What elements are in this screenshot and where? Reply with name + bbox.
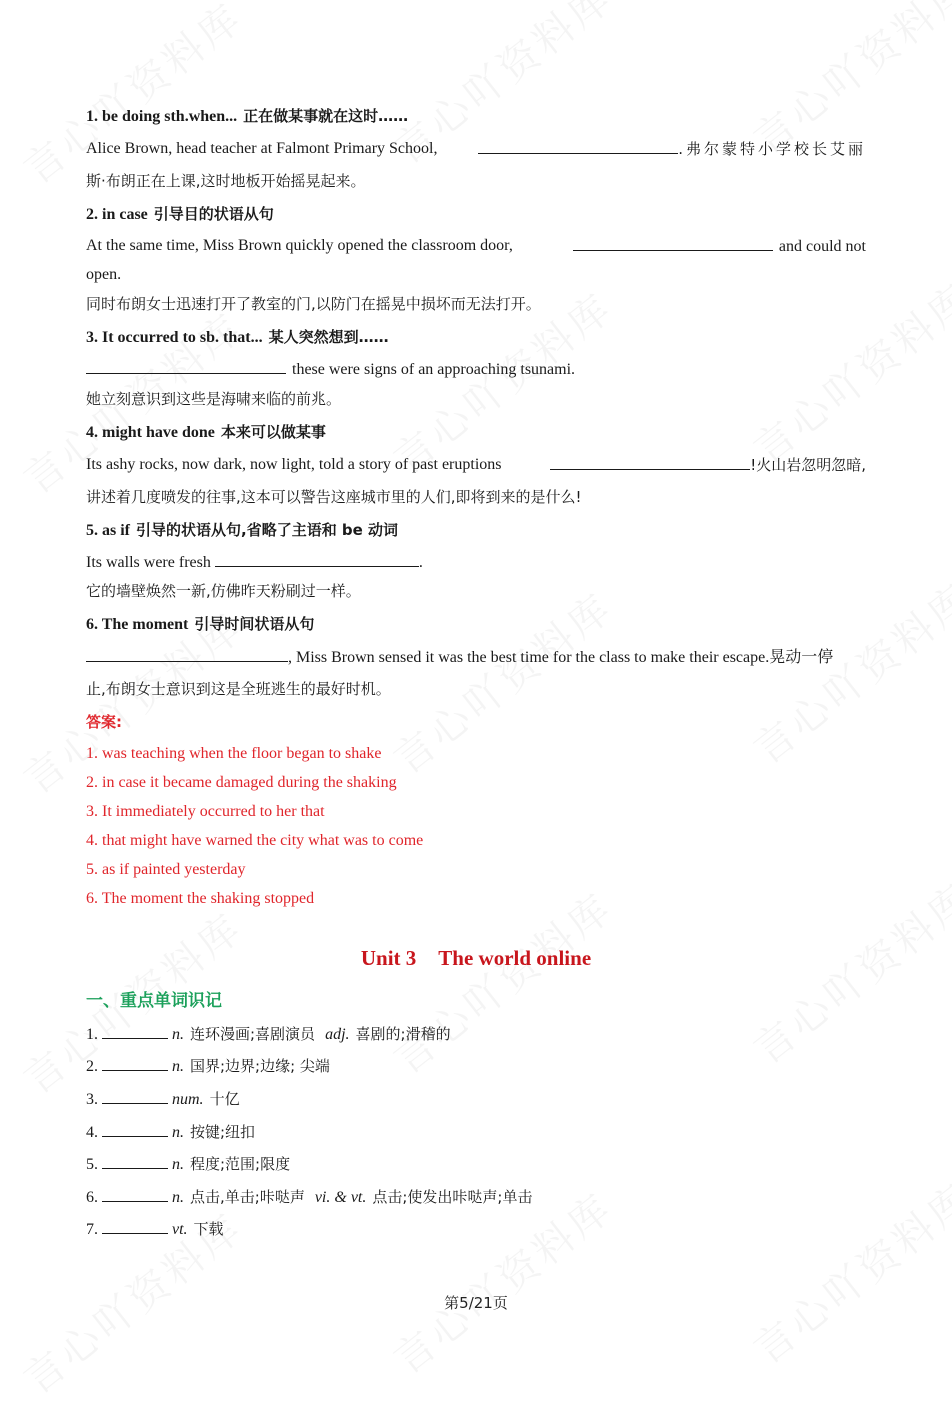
vocab-item bbox=[86, 1024, 451, 1045]
vocab-blank[interactable] bbox=[102, 1187, 168, 1202]
heading-en: 2. in case bbox=[86, 206, 148, 223]
answer-blank[interactable] bbox=[215, 552, 419, 567]
heading-en: 6. The moment bbox=[86, 616, 189, 633]
part-of-speech: vi. & vt. bbox=[314, 1189, 367, 1206]
part-of-speech: n. bbox=[172, 1124, 184, 1141]
item-3-translation: 她立刻意识到这些是海啸来临的前兆。 bbox=[86, 390, 342, 408]
vocab-number: 2. bbox=[86, 1058, 98, 1075]
heading-cn: 本来可以做某事 bbox=[220, 423, 326, 441]
sentence-text: Its walls were fresh bbox=[86, 554, 211, 571]
sentence-text: these were signs of an approaching tsunami. bbox=[292, 361, 576, 378]
sentence-text: . bbox=[418, 554, 423, 571]
watermark bbox=[740, 867, 952, 1074]
item-1-heading bbox=[86, 106, 408, 127]
heading-en: 5. as if bbox=[86, 522, 130, 539]
watermark bbox=[740, 1167, 952, 1374]
item-6-heading bbox=[86, 614, 314, 635]
vocab-blank[interactable] bbox=[102, 1024, 168, 1039]
item-4-heading bbox=[86, 422, 326, 443]
answers-title: 答案: bbox=[86, 713, 122, 731]
watermark bbox=[740, 567, 952, 774]
unit-number: Unit 3 bbox=[360, 946, 417, 970]
vocab-item bbox=[86, 1187, 532, 1208]
answer-item: 1. was teaching when the floor began to shake bbox=[86, 745, 382, 762]
heading-en: 1. be doing sth.when... bbox=[86, 108, 238, 125]
heading-cn: 正在做某事就在这时…… bbox=[243, 107, 409, 125]
watermark bbox=[740, 267, 952, 474]
sentence-text: !火山岩忽明忽暗, bbox=[750, 456, 866, 474]
page-number: 第5/21页 bbox=[444, 1294, 508, 1312]
answer-blank[interactable] bbox=[550, 455, 750, 470]
vocab-number: 5. bbox=[86, 1156, 98, 1173]
answer-blank[interactable] bbox=[86, 647, 288, 662]
heading-cn: 引导的状语从句,省略了主语和 be 动词 bbox=[136, 521, 399, 539]
item-3-heading bbox=[86, 327, 389, 348]
vocab-number: 7. bbox=[86, 1221, 98, 1238]
vocab-blank[interactable] bbox=[102, 1154, 168, 1169]
vocab-number: 4. bbox=[86, 1124, 98, 1141]
vocab-number: 6. bbox=[86, 1189, 98, 1206]
vocab-blank[interactable] bbox=[102, 1056, 168, 1071]
answer-blank[interactable] bbox=[478, 139, 678, 154]
watermark bbox=[380, 877, 623, 1084]
vocab-blank[interactable] bbox=[102, 1122, 168, 1137]
heading-cn: 引导时间状语从句 bbox=[194, 615, 315, 633]
sentence-text: Its ashy rocks, now dark, now light, told a story of past eruptions bbox=[86, 456, 502, 473]
vocab-meaning: 连环漫画;喜剧演员 bbox=[190, 1025, 316, 1043]
item-4-translation: 讲述着几度喷发的往事,这本可以警告这座城市里的人们,即将到来的是什么! bbox=[86, 488, 582, 506]
item-3-sentence bbox=[86, 359, 575, 380]
part-of-speech: n. bbox=[172, 1189, 184, 1206]
part-of-speech: num. bbox=[172, 1091, 204, 1108]
answer-item: 5. as if painted yesterday bbox=[86, 861, 246, 878]
vocab-meaning: 喜剧的;滑稽的 bbox=[355, 1025, 451, 1043]
vocab-item bbox=[86, 1089, 240, 1110]
item-2-translation: 同时布朗女士迅速打开了教室的门,以防门在摇晃中损坏而无法打开。 bbox=[86, 295, 541, 313]
answer-blank[interactable] bbox=[86, 359, 286, 374]
item-5-heading bbox=[86, 520, 398, 541]
item-6-sentence bbox=[86, 647, 833, 668]
vocab-number: 3. bbox=[86, 1091, 98, 1108]
sentence-text: , Miss Brown sensed it was the best time for the class to make their escape.晃动一停 bbox=[288, 649, 834, 666]
vocab-meaning: 十亿 bbox=[209, 1090, 240, 1108]
part-of-speech: n. bbox=[172, 1058, 184, 1075]
unit-name: The world online bbox=[438, 946, 592, 970]
item-6-translation: 止,布朗女士意识到这是全班逃生的最好时机。 bbox=[86, 680, 391, 698]
part-of-speech: adj. bbox=[325, 1026, 350, 1043]
part-of-speech: n. bbox=[172, 1156, 184, 1173]
item-2-sentence bbox=[86, 236, 866, 257]
vocab-item bbox=[86, 1122, 255, 1143]
vocab-number: 1. bbox=[86, 1026, 98, 1043]
vocab-item bbox=[86, 1154, 290, 1175]
sentence-text: and could not bbox=[778, 238, 866, 255]
section-title: 一、重点单词识记 bbox=[86, 991, 222, 1011]
vocab-meaning: 点击;使发出咔哒声;单击 bbox=[372, 1188, 533, 1206]
vocab-blank[interactable] bbox=[102, 1089, 168, 1104]
item-2-sentence-cont: open. bbox=[86, 266, 122, 283]
item-5-translation: 它的墙壁焕然一新,仿佛昨天粉刷过一样。 bbox=[86, 582, 361, 600]
heading-cn: 某人突然想到…… bbox=[268, 328, 389, 346]
watermark bbox=[380, 577, 623, 784]
answer-item: 6. The moment the shaking stopped bbox=[86, 890, 315, 907]
heading-en: 4. might have done bbox=[86, 424, 215, 441]
item-1-translation: 斯·布朗正在上课,这时地板开始摇晃起来。 bbox=[86, 172, 366, 190]
sentence-text: Alice Brown, head teacher at Falmont Primary School, bbox=[86, 140, 438, 157]
part-of-speech: vt. bbox=[172, 1221, 188, 1238]
item-2-heading bbox=[86, 204, 274, 225]
vocab-meaning: 按键;纽扣 bbox=[190, 1123, 256, 1141]
item-4-sentence bbox=[86, 455, 866, 476]
heading-en: 3. It occurred to sb. that... bbox=[86, 329, 263, 346]
sentence-text: At the same time, Miss Brown quickly opened the classroom door, bbox=[86, 237, 513, 254]
vocab-meaning: 程度;范围;限度 bbox=[190, 1155, 291, 1173]
vocab-meaning: 下载 bbox=[193, 1220, 224, 1238]
vocab-item bbox=[86, 1056, 330, 1077]
vocab-blank[interactable] bbox=[102, 1219, 168, 1234]
vocab-item bbox=[86, 1219, 224, 1240]
watermark bbox=[380, 1177, 623, 1384]
answer-item: 2. in case it became damaged during the shaking bbox=[86, 774, 397, 791]
sentence-text: .弗尔蒙特小学校长艾丽 bbox=[678, 140, 866, 158]
answer-blank[interactable] bbox=[573, 236, 773, 251]
watermark bbox=[10, 0, 253, 195]
answer-item: 3. It immediately occurred to her that bbox=[86, 803, 325, 820]
vocab-meaning: 点击,单击;咔哒声 bbox=[190, 1188, 305, 1206]
heading-cn: 引导目的状语从句 bbox=[153, 205, 274, 223]
item-1-sentence bbox=[86, 139, 866, 160]
answer-item: 4. that might have warned the city what was to come bbox=[86, 832, 424, 849]
unit-title bbox=[43, 946, 909, 971]
part-of-speech: n. bbox=[172, 1026, 184, 1043]
item-5-sentence bbox=[86, 552, 423, 573]
vocab-meaning: 国界;边界;边缘; 尖端 bbox=[190, 1057, 330, 1075]
